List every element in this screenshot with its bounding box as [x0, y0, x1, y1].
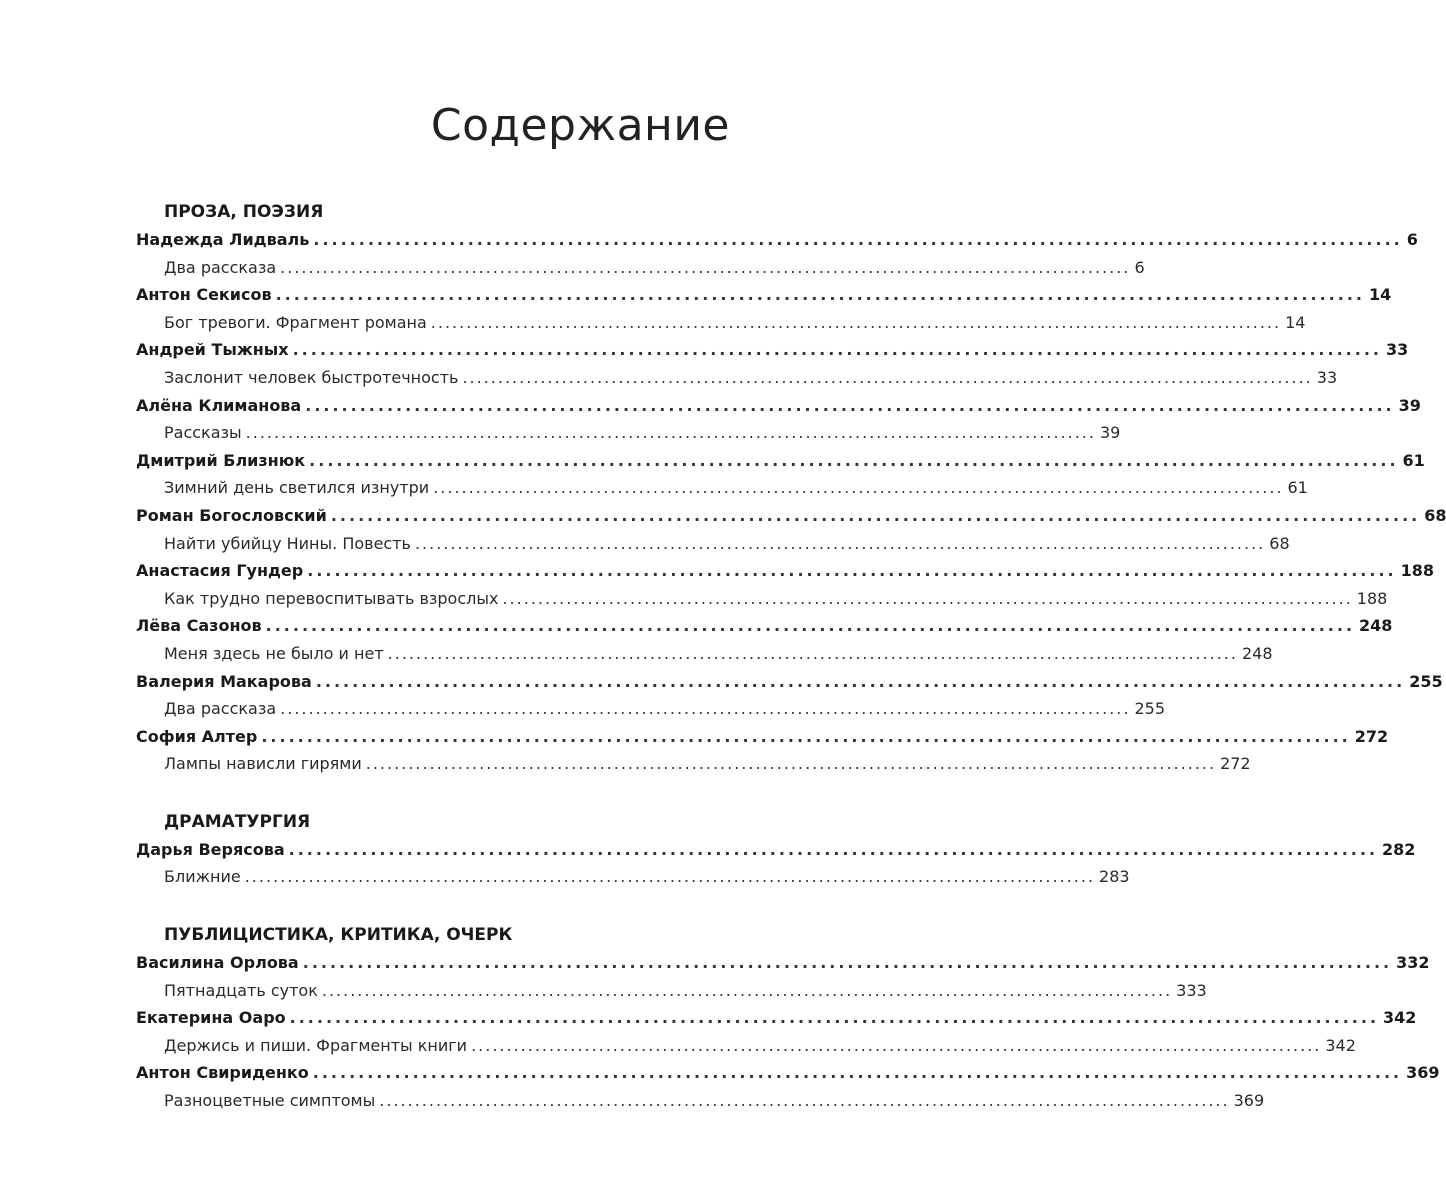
page-title: Содержание: [430, 100, 730, 151]
dot-leader: ........................................................................................................................: [288, 839, 1379, 859]
work-title: Бог тревоги. Фрагмент романа: [164, 312, 427, 332]
toc-author-entry[interactable]: [136, 723, 1389, 751]
author-name: Антон Свириденко: [136, 1063, 309, 1083]
work-title: Зимний день светился изнутри: [164, 478, 430, 498]
author-name: Лёва Сазонов: [136, 616, 262, 636]
page-number: 39: [1099, 423, 1121, 443]
work-title: Пятнадцать суток: [164, 980, 318, 1000]
dot-leader: ........................................................................................................................: [379, 1091, 1230, 1111]
toc-author-entry[interactable]: [136, 281, 1392, 309]
dot-leader: ........................................................................................................................: [312, 1063, 1403, 1083]
toc-author-entry[interactable]: [136, 836, 1416, 864]
author-name: Дарья Верясова: [136, 839, 285, 859]
section-prose-poetry: [136, 198, 1446, 778]
page-number: 255: [1134, 699, 1166, 719]
toc-author-entry[interactable]: [136, 668, 1443, 696]
author-name: Дмитрий Близнюк: [136, 450, 306, 470]
dot-leader: ........................................................................................................................: [430, 312, 1282, 332]
toc-author-entry[interactable]: [136, 502, 1446, 530]
page-number: 369: [1233, 1091, 1265, 1111]
work-title: Меня здесь не было и нет: [164, 643, 384, 663]
toc-work-entry[interactable]: [136, 585, 1388, 613]
toc-work-entry[interactable]: [136, 530, 1290, 558]
dot-leader: ........................................................................................................................: [502, 588, 1353, 608]
toc-work-entry[interactable]: [136, 364, 1338, 392]
work-title: Разноцветные симптомы: [164, 1091, 376, 1111]
page-number: 342: [1383, 1008, 1417, 1028]
toc-work-entry[interactable]: [136, 254, 1145, 282]
dot-leader: ........................................................................................................................: [309, 450, 1399, 470]
dot-leader: ........................................................................................................................: [280, 699, 1131, 719]
dot-leader: ........................................................................................................................: [275, 285, 1365, 305]
dot-leader: ........................................................................................................................: [433, 478, 1284, 498]
page-number: 61: [1287, 478, 1308, 498]
page-number: 6: [1134, 257, 1145, 277]
toc-author-entry[interactable]: [136, 1059, 1440, 1087]
page-number: 33: [1316, 367, 1338, 387]
dot-leader: ........................................................................................................................: [387, 643, 1238, 663]
page-number: 68: [1424, 505, 1446, 525]
toc-work-entry[interactable]: [136, 863, 1130, 891]
page-number: 39: [1398, 395, 1421, 415]
dot-leader: ........................................................................................................................: [321, 980, 1173, 1000]
dot-leader: ........................................................................................................................: [265, 616, 1356, 636]
dot-leader: ........................................................................................................................: [280, 257, 1131, 277]
page-number: 188: [1400, 561, 1435, 581]
work-title: Два рассказа: [164, 257, 277, 277]
dot-leader: ........................................................................................................................: [462, 367, 1313, 387]
author-name: Роман Богословский: [136, 505, 327, 525]
work-title: Как трудно перевоспитывать взрослых: [164, 588, 499, 608]
page-number: 248: [1359, 616, 1393, 636]
page-number: 6: [1406, 230, 1418, 249]
work-title: Лампы нависли гирями: [164, 754, 362, 774]
page-number: 332: [1396, 953, 1430, 973]
page-number: 255: [1409, 671, 1443, 691]
section-journalism-criticism: [136, 921, 1440, 1115]
toc-work-entry[interactable]: [136, 750, 1251, 778]
page-number: 33: [1385, 340, 1409, 360]
dot-leader: ........................................................................................................................: [414, 533, 1266, 553]
page-number: 272: [1354, 726, 1389, 746]
toc-author-entry[interactable]: [136, 226, 1418, 254]
toc-work-entry[interactable]: [136, 640, 1273, 668]
dot-leader: ........................................................................................................................: [471, 1035, 1322, 1055]
dot-leader: ........................................................................................................................: [245, 423, 1096, 443]
work-title: Рассказы: [164, 423, 242, 443]
author-name: Надежда Лидваль: [136, 230, 310, 249]
work-title: Найти убийцу Нины. Повесть: [164, 533, 411, 553]
toc-author-entry[interactable]: [136, 392, 1421, 420]
work-title: Два рассказа: [164, 699, 277, 719]
toc-work-entry[interactable]: [136, 1087, 1265, 1115]
toc-author-entry[interactable]: [136, 612, 1393, 640]
author-name: София Алтер: [136, 726, 258, 746]
toc-work-entry[interactable]: [136, 977, 1207, 1005]
author-name: Валерия Макарова: [136, 671, 312, 691]
toc-author-entry[interactable]: [136, 557, 1435, 585]
section-heading: ПРОЗА, ПОЭЗИЯ: [164, 202, 324, 222]
section-drama: [136, 808, 1416, 891]
section-heading: ДРАМАТУРГИЯ: [164, 811, 311, 832]
author-name: Андрей Тыжных: [136, 340, 289, 360]
dot-leader: ........................................................................................................................: [244, 867, 1096, 887]
toc-work-entry[interactable]: [136, 419, 1121, 447]
dot-leader: ........................................................................................................................: [313, 230, 1403, 249]
page-number: 283: [1099, 867, 1130, 887]
dot-leader: ........................................................................................................................: [292, 340, 1382, 360]
page-number: 68: [1269, 533, 1290, 553]
page-number: 248: [1241, 643, 1273, 663]
author-name: Анастасия Гундер: [136, 561, 304, 581]
work-title: Ближние: [164, 867, 241, 887]
page-number: 14: [1285, 312, 1306, 332]
page-number: 282: [1382, 839, 1416, 859]
dot-leader: ........................................................................................................................: [330, 505, 1421, 525]
dot-leader: ........................................................................................................................: [315, 671, 1406, 691]
page-number: 272: [1220, 754, 1251, 774]
work-title: Заслонит человек быстротечность: [164, 367, 459, 387]
dot-leader: ........................................................................................................................: [289, 1008, 1380, 1028]
toc-work-entry[interactable]: [136, 695, 1166, 723]
toc-work-entry[interactable]: [136, 474, 1308, 502]
section-heading: ПУБЛИЦИСТИКА, КРИТИКА, ОЧЕРК: [164, 925, 513, 946]
author-name: Екатерина Оаро: [136, 1008, 286, 1028]
author-name: Алёна Климанова: [136, 395, 302, 415]
page-number: 333: [1176, 980, 1207, 1000]
page-number: 369: [1406, 1063, 1440, 1083]
dot-leader: ........................................................................................................................: [365, 754, 1217, 774]
author-name: Василина Орлова: [136, 953, 299, 973]
dot-leader: ........................................................................................................................: [261, 726, 1351, 746]
page-number: 188: [1356, 588, 1388, 608]
toc-author-entry[interactable]: [136, 336, 1409, 364]
work-title: Держись и пиши. Фрагменты книги: [164, 1035, 468, 1055]
dot-leader: ........................................................................................................................: [307, 561, 1397, 581]
toc-author-entry[interactable]: [136, 447, 1425, 475]
toc-author-entry[interactable]: [136, 949, 1430, 977]
dot-leader: ........................................................................................................................: [305, 395, 1395, 415]
toc-author-entry[interactable]: [136, 1004, 1417, 1032]
page-number: 14: [1368, 285, 1392, 305]
author-name: Антон Секисов: [136, 285, 272, 305]
dot-leader: ........................................................................................................................: [302, 953, 1393, 973]
table-of-contents: [136, 198, 1446, 1145]
page-number: 342: [1325, 1035, 1356, 1055]
toc-work-entry[interactable]: [136, 309, 1306, 337]
page-number: 61: [1402, 450, 1425, 470]
toc-work-entry[interactable]: [136, 1032, 1356, 1060]
